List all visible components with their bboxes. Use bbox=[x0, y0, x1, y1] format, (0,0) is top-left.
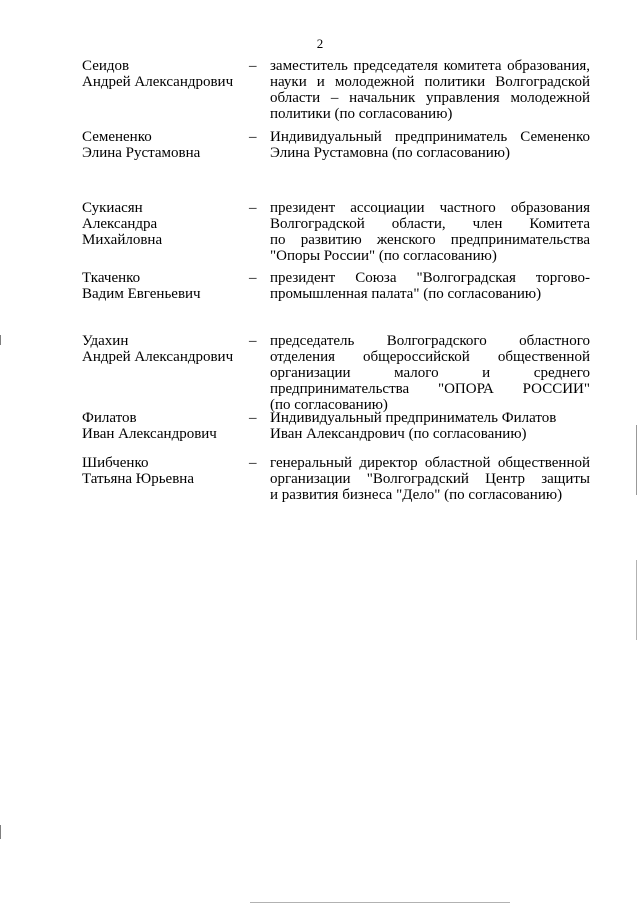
role-line: генеральный директор областной общественной bbox=[270, 455, 590, 471]
scan-edge-mark bbox=[636, 560, 637, 640]
member-given-names: Андрей Александрович bbox=[82, 349, 234, 365]
role-line: организации малого и среднего bbox=[270, 365, 590, 381]
member-role bbox=[270, 270, 590, 302]
role-line: по развитию женского предпринимательства bbox=[270, 232, 590, 248]
member-role bbox=[270, 333, 590, 413]
role-line: Индивидуальный предприниматель Семененко bbox=[270, 129, 590, 145]
role-line: Элина Рустамовна (по согласованию) bbox=[270, 145, 510, 161]
role-line: Волгоградской области, член Комитета bbox=[270, 216, 590, 232]
scan-edge-mark bbox=[0, 335, 1, 345]
member-name bbox=[82, 58, 250, 90]
member-given-names: Элина Рустамовна bbox=[82, 145, 201, 161]
role-line: председатель Волгоградского областного bbox=[270, 333, 590, 349]
role-line: (по согласованию) bbox=[270, 397, 388, 413]
role-line: отделения общероссийской общественной bbox=[270, 349, 590, 365]
separator-dash: – bbox=[249, 129, 257, 145]
member-name bbox=[82, 410, 250, 442]
member-name bbox=[82, 333, 250, 365]
role-line: области – начальник управления молодежной bbox=[270, 90, 590, 106]
member-surname: Ткаченко bbox=[82, 270, 141, 286]
role-line: организации "Волгоградский Центр защиты bbox=[270, 471, 590, 487]
role-line: Иван Александрович (по согласованию) bbox=[270, 426, 527, 442]
separator-dash: – bbox=[249, 410, 257, 426]
member-surname: Сеидов bbox=[82, 58, 130, 74]
role-line: промышленная палата" (по согласованию) bbox=[270, 286, 542, 302]
member-given-names: Иван Александрович bbox=[82, 426, 217, 442]
role-line: предпринимательства "ОПОРА РОССИИ" bbox=[270, 381, 590, 397]
role-line: "Опоры России" (по согласованию) bbox=[270, 248, 497, 264]
separator-dash: – bbox=[249, 455, 257, 471]
scan-edge-mark bbox=[636, 425, 637, 495]
role-line: заместитель председателя комитета образования, bbox=[270, 58, 590, 74]
member-role bbox=[270, 200, 590, 264]
member-surname: Семененко bbox=[82, 129, 152, 145]
member-role bbox=[270, 455, 590, 503]
separator-dash: – bbox=[249, 333, 257, 349]
scan-edge-mark bbox=[250, 902, 510, 903]
member-role bbox=[270, 58, 590, 122]
member-given-names: Вадим Евгеньевич bbox=[82, 286, 201, 302]
member-role bbox=[270, 129, 590, 161]
member-given-names: Александра bbox=[82, 216, 158, 232]
role-line: политики (по согласованию) bbox=[270, 106, 453, 122]
member-name bbox=[82, 270, 250, 302]
role-line: президент ассоциации частного образования bbox=[270, 200, 590, 216]
member-name bbox=[82, 455, 250, 487]
member-role bbox=[270, 410, 590, 442]
member-surname: Удахин bbox=[82, 333, 129, 349]
separator-dash: – bbox=[249, 270, 257, 286]
role-line: Индивидуальный предприниматель Филатов bbox=[270, 410, 557, 426]
member-given-names: Андрей Александрович bbox=[82, 74, 234, 90]
page-number: 2 bbox=[316, 36, 324, 51]
member-name bbox=[82, 129, 250, 161]
role-line: и развития бизнеса "Дело" (по согласованию) bbox=[270, 487, 563, 503]
member-surname: Филатов bbox=[82, 410, 137, 426]
member-given-names: Татьяна Юрьевна bbox=[82, 471, 194, 487]
member-name bbox=[82, 200, 250, 248]
role-line: президент Союза "Волгоградская торгово- bbox=[270, 270, 590, 286]
scan-edge-mark bbox=[0, 825, 1, 839]
separator-dash: – bbox=[249, 58, 257, 74]
separator-dash: – bbox=[249, 200, 257, 216]
member-patronymic: Михайловна bbox=[82, 232, 163, 248]
member-surname: Сукиасян bbox=[82, 200, 143, 216]
member-surname: Шибченко bbox=[82, 455, 149, 471]
role-line: науки и молодежной политики Волгоградской bbox=[270, 74, 590, 90]
